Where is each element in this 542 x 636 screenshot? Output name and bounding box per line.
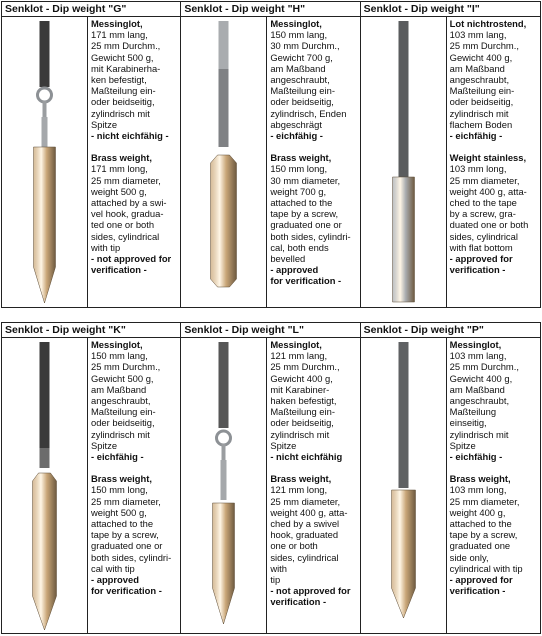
english-status: - approved for verification - <box>449 253 513 276</box>
english-text: 171 mm long, 25 mm diameter, weight 500 g, attached by a swi- vel hook, gradua- ted one or both sides, cylindrical with tip <box>91 163 167 253</box>
english-heading: Brass weight, <box>91 473 152 485</box>
english-text: 121 mm long, 25 mm diameter, weight 400 g, atta- ched by a swivel hook, graduated one or both sides, cylindrical with tip <box>270 484 348 586</box>
english-text: 103 mm long, 25 mm diameter, weight 400 g, atta- ched to the tape by a screw, gra- duated one or both sides, cylindrical with flat bottom <box>449 163 529 253</box>
german-text: 103 mm lang, 25 mm Durchm., Gewicht 400 g, am Maßband angeschraubt, Maßteilung ein- oder beidseitig, zylindrisch mit flachem Boden <box>449 29 519 130</box>
cell-title: Senklot - Dip weight "K" <box>2 323 180 338</box>
german-heading: Messinglot, <box>91 339 143 350</box>
cell-description <box>447 338 540 633</box>
bottom-row <box>1 322 541 634</box>
english-text: 150 mm long, 25 mm diameter, weight 500 g, attached to the tape by a screw, graduated one or both sides, cylindri- cal with tip <box>91 484 172 574</box>
cell-dip-weight-i <box>361 2 540 307</box>
english-heading: Brass weight, <box>270 152 332 164</box>
dip-weight-k-photo <box>2 338 88 633</box>
german-text: 103 mm lang, 25 mm Durchm., Gewicht 400 g, am Maßband angeschraubt, Maßteilung einseitig, zylindrisch mit Spitze <box>449 350 519 451</box>
english-status: - not approved for verification - <box>270 585 351 608</box>
english-heading: Brass weight, <box>270 473 332 485</box>
cell-dip-weight-h <box>181 2 360 307</box>
cell-title: Senklot - Dip weight "G" <box>2 2 180 17</box>
german-heading: Messinglot, <box>270 339 322 350</box>
german-heading: Lot nichtrostend, <box>449 18 527 29</box>
cell-dip-weight-p <box>361 323 540 633</box>
german-status: - nicht eichfähig <box>270 451 343 463</box>
german-heading: Messinglot, <box>270 18 322 29</box>
cell-description <box>88 17 180 307</box>
english-text: 103 mm long, 25 mm diameter, weight 400 g, attached to the tape by a screw, graduated one side only, cylindrical with tip <box>449 484 523 574</box>
top-row <box>1 1 541 308</box>
german-status: - nicht eichfähig - <box>91 130 169 142</box>
german-text: 171 mm lang, 25 mm Durchm., Gewicht 500 g, mit Karabinerha- ken befestigt, Maßteilung ein- oder beidseitig, zylindrisch mit Spitze <box>91 29 161 130</box>
german-text: 121 mm lang, 25 mm Durchm., Gewicht 400 g, mit Karabiner- haken befestigt, Maßteilung ein- oder beidseitig, zylindrisch mit Spitze <box>270 350 340 451</box>
english-status: - approved for verification - <box>91 574 162 597</box>
cell-title: Senklot - Dip weight "H" <box>181 2 359 17</box>
english-status: - approved for verification - <box>449 574 513 597</box>
german-status: - eichfähig - <box>270 130 323 142</box>
german-text: 150 mm lang, 25 mm Durchm., Gewicht 500 g, am Maßband angeschraubt, Maßteilung ein- oder beidseitig, zylindrisch mit Spitze <box>91 350 161 451</box>
cell-description <box>267 17 359 307</box>
cell-description <box>88 338 180 633</box>
dip-weight-g-photo <box>2 17 88 307</box>
german-status: - eichfähig - <box>449 451 503 463</box>
dip-weight-i-photo <box>361 17 447 307</box>
cell-title: Senklot - Dip weight "I" <box>361 2 540 17</box>
english-status: - not approved for verification - <box>91 253 172 276</box>
cell-description <box>447 17 540 307</box>
english-heading: Weight stainless, <box>449 152 527 164</box>
dip-weight-l-photo <box>181 338 267 633</box>
cell-dip-weight-l <box>181 323 360 633</box>
cell-title: Senklot - Dip weight "L" <box>181 323 359 338</box>
cell-dip-weight-k <box>2 323 181 633</box>
english-text: 150 mm long, 30 mm diameter, weight 700 g, attached to the tape by a screw, graduated one or both sides, cylindri- cal, both ends bevelled <box>270 163 351 265</box>
cell-title: Senklot - Dip weight "P" <box>361 323 540 338</box>
german-text: 150 mm lang, 30 mm Durchm., Gewicht 700 g, am Maßband angeschraubt, Maßteilung ein- oder beidseitig, zylindrisch, Enden abgeschrägt <box>270 29 347 130</box>
dip-weight-h-photo <box>181 17 267 307</box>
cell-dip-weight-g <box>2 2 181 307</box>
german-heading: Messinglot, <box>449 339 502 350</box>
cell-description <box>267 338 359 633</box>
english-status: - approved for verification - <box>270 264 342 287</box>
english-heading: Brass weight, <box>449 473 511 485</box>
dip-weight-p-photo <box>361 338 447 633</box>
german-heading: Messinglot, <box>91 18 143 29</box>
english-heading: Brass weight, <box>91 152 152 164</box>
german-status: - eichfähig - <box>449 130 503 142</box>
german-status: - eichfähig - <box>91 451 144 463</box>
